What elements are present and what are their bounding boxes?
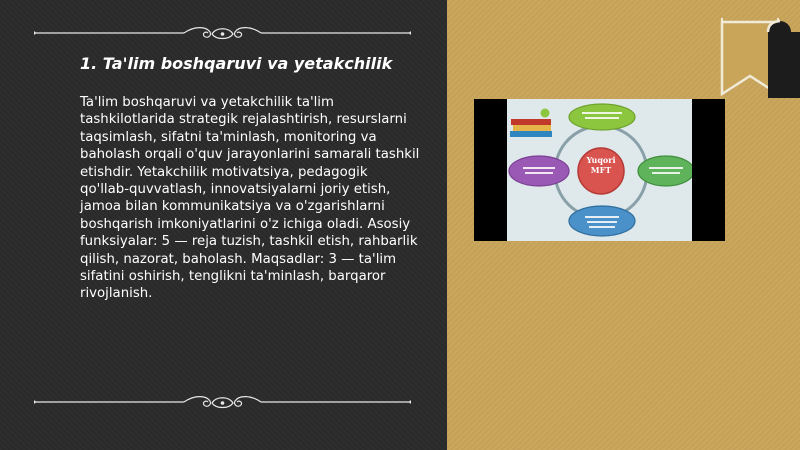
diagram-center-label: Yuqori MFT <box>586 155 616 175</box>
cycle-node-right <box>638 156 692 186</box>
bottom-ornament-divider <box>34 391 411 413</box>
diagram-image <box>474 99 725 241</box>
cycle-node-left <box>509 156 569 186</box>
bookmark-ribbon-icon <box>718 18 800 98</box>
slide-title: 1. Ta'lim boshqaruvi va yetakchilik <box>80 54 393 73</box>
slide-body-text: Ta'lim boshqaruvi va yetakchilik ta'lim tashkilotlarida strategik rejalashtirish, resurslarni taqsimlash, sifatni ta'minlash, monitoring va baholash orqali o'quv jarayonlarini samarali tashkil etishdir. Yetakchilik motivatsiya, pedagogik qo'llab-quvvatlash, innovatsiyalarni joriy etish, jamoa bilan kommunikatsiya va o'zgarishlarni boshqarish imkoniyatlarini o'z ichiga oladi. Asosiy funksiyalar: 5 — reja tuzish, tashkil etish, rahbarlik qilish, nazorat, baholash. Maqsadlar: 3 — ta'lim sifatini oshirish, tenglikni ta'minlash, barqaror rivojlanish. <box>80 95 420 302</box>
top-ornament-divider <box>34 22 411 44</box>
